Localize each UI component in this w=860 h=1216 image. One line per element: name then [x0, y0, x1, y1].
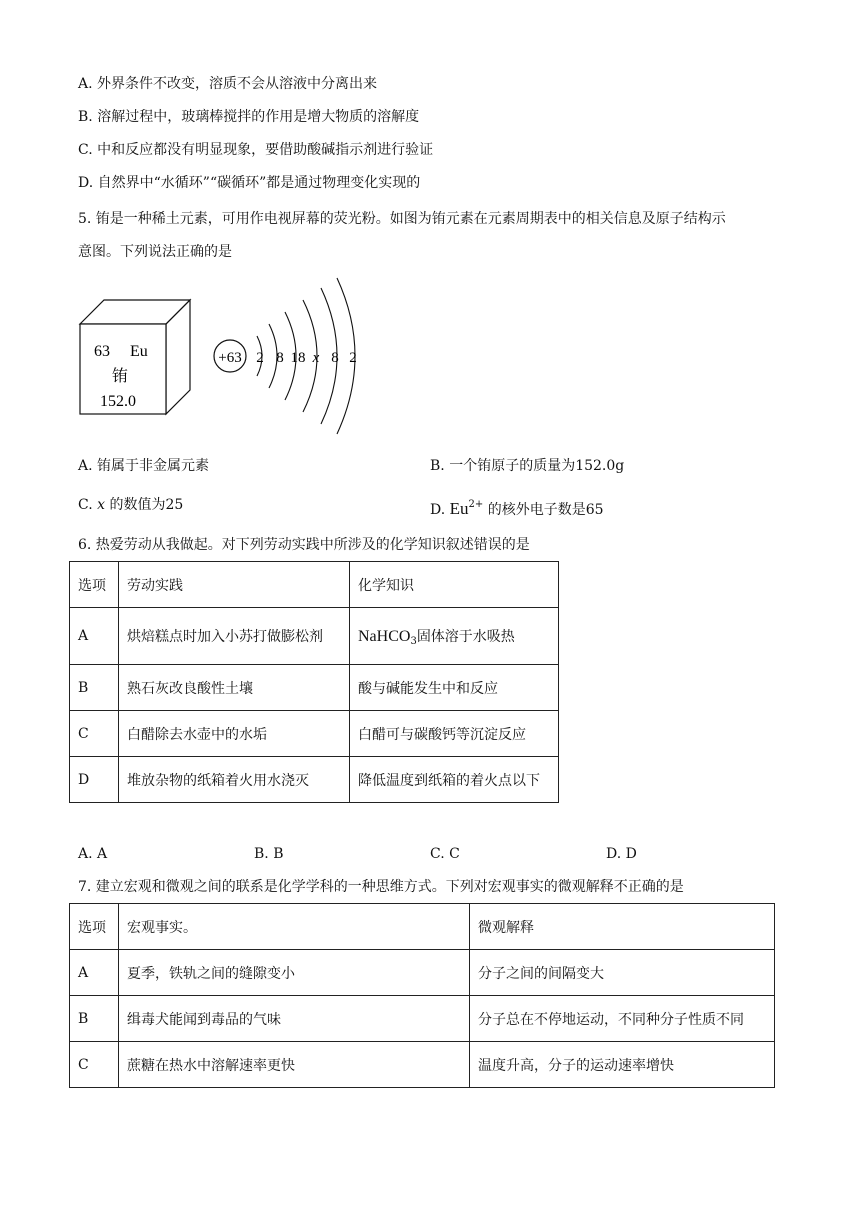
- table-cell: 降低温度到纸箱的着火点以下: [350, 757, 559, 803]
- table-header-row: [70, 904, 775, 950]
- table-cell: A: [70, 608, 119, 665]
- q4-option-a: A. 外界条件不改变，溶质不会从溶液中分离出来: [78, 76, 378, 92]
- table-cell: 烘焙糕点时加入小苏打做膨松剂: [119, 608, 350, 665]
- shell-electrons-5: 8: [331, 350, 339, 366]
- table-cell: B: [70, 996, 119, 1042]
- table-cell: 蔗糖在热水中溶解速率更快: [119, 1042, 470, 1088]
- table-row: [70, 711, 559, 757]
- table-cell: 熟石灰改良酸性土壤: [119, 665, 350, 711]
- header-cell: 选项: [70, 904, 119, 950]
- q4-option-b: B. 溶解过程中，玻璃棒搅拌的作用是增大物质的溶解度: [78, 109, 420, 125]
- table-cell: NaHCO$_3$固体溶于水吸热: [350, 608, 559, 665]
- table-cell: 缉毒犬能闻到毒品的气味: [119, 996, 470, 1042]
- atom-structure-diagram: [205, 272, 375, 437]
- table-cell: 温度升高，分子的运动速率增快: [470, 1042, 775, 1088]
- table-cell: D: [70, 757, 119, 803]
- element-number: 63: [94, 343, 110, 360]
- table-cell: 酸与碱能发生中和反应: [350, 665, 559, 711]
- table-cell: C: [70, 1042, 119, 1088]
- header-cell: 化学知识: [350, 562, 559, 608]
- table-cell: C: [70, 711, 119, 757]
- q5-option-a: A. 铕属于非金属元素: [78, 458, 210, 474]
- q5-option-d: D. $Eu^{2+}$ 的核外电子数是65: [430, 499, 604, 518]
- q5-option-b: B. 一个铕原子的质量为152.0g: [430, 458, 625, 474]
- table-cell: 分子总在不停地运动，不同种分子性质不同: [470, 996, 775, 1042]
- table-cell: B: [70, 665, 119, 711]
- shell-electrons-3: 18: [290, 350, 306, 366]
- q6-table: [69, 561, 559, 803]
- q5-option-c: C. x 的数值为25: [78, 497, 184, 513]
- table-cell: A: [70, 950, 119, 996]
- element-symbol: Eu: [130, 343, 148, 360]
- q6-answer-a: A. A: [78, 846, 108, 862]
- table-row: [70, 608, 559, 665]
- table-cell: 堆放杂物的纸箱着火用水浇灭: [119, 757, 350, 803]
- header-cell: 微观解释: [470, 904, 775, 950]
- q7-table: [69, 903, 775, 1088]
- q6-answer-b: B. B: [254, 846, 284, 862]
- table-cell: 夏季，铁轨之间的缝隙变小: [119, 950, 470, 996]
- element-name: 铕: [112, 366, 129, 385]
- q6-answer-c: C. C: [430, 846, 460, 862]
- table-header-row: [70, 562, 559, 608]
- header-cell: 选项: [70, 562, 119, 608]
- table-cell: 白醋可与碳酸钙等沉淀反应: [350, 711, 559, 757]
- element-mass: 152.0: [100, 393, 136, 410]
- shell-electrons-6: 2: [349, 350, 357, 366]
- q5-stem-line1: 5. 铕是一种稀土元素，可用作电视屏幕的荧光粉。如图为铕元素在元素周期表中的相关信息及原子结构示: [78, 211, 726, 227]
- element-card-diagram: [70, 290, 200, 420]
- table-cell: 白醋除去水壶中的水垢: [119, 711, 350, 757]
- q4-option-c: C. 中和反应都没有明显现象，要借助酸碱指示剂进行验证: [78, 142, 434, 158]
- shell-electrons-4: x: [312, 350, 320, 366]
- table-row: [70, 996, 775, 1042]
- table-cell: 分子之间的间隔变大: [470, 950, 775, 996]
- q6-stem: 6. 热爱劳动从我做起。对下列劳动实践中所涉及的化学知识叙述错误的是: [78, 537, 530, 553]
- q6-answer-d: D. D: [606, 846, 637, 862]
- table-row: [70, 665, 559, 711]
- header-cell: 宏观事实。: [119, 904, 470, 950]
- q7-stem: 7. 建立宏观和微观之间的联系是化学学科的一种思维方式。下列对宏观事实的微观解释不正确的是: [78, 879, 684, 895]
- q5-stem-line2: 意图。下列说法正确的是: [78, 244, 232, 260]
- header-cell: 劳动实践: [119, 562, 350, 608]
- nucleus-charge: +63: [218, 350, 242, 366]
- table-row: [70, 757, 559, 803]
- shell-electrons-1: 2: [256, 350, 264, 366]
- table-row: [70, 950, 775, 996]
- shell-electrons-2: 8: [276, 350, 284, 366]
- q4-option-d: D. 自然界中“水循环”“碳循环”都是通过物理变化实现的: [78, 175, 421, 191]
- table-row: [70, 1042, 775, 1088]
